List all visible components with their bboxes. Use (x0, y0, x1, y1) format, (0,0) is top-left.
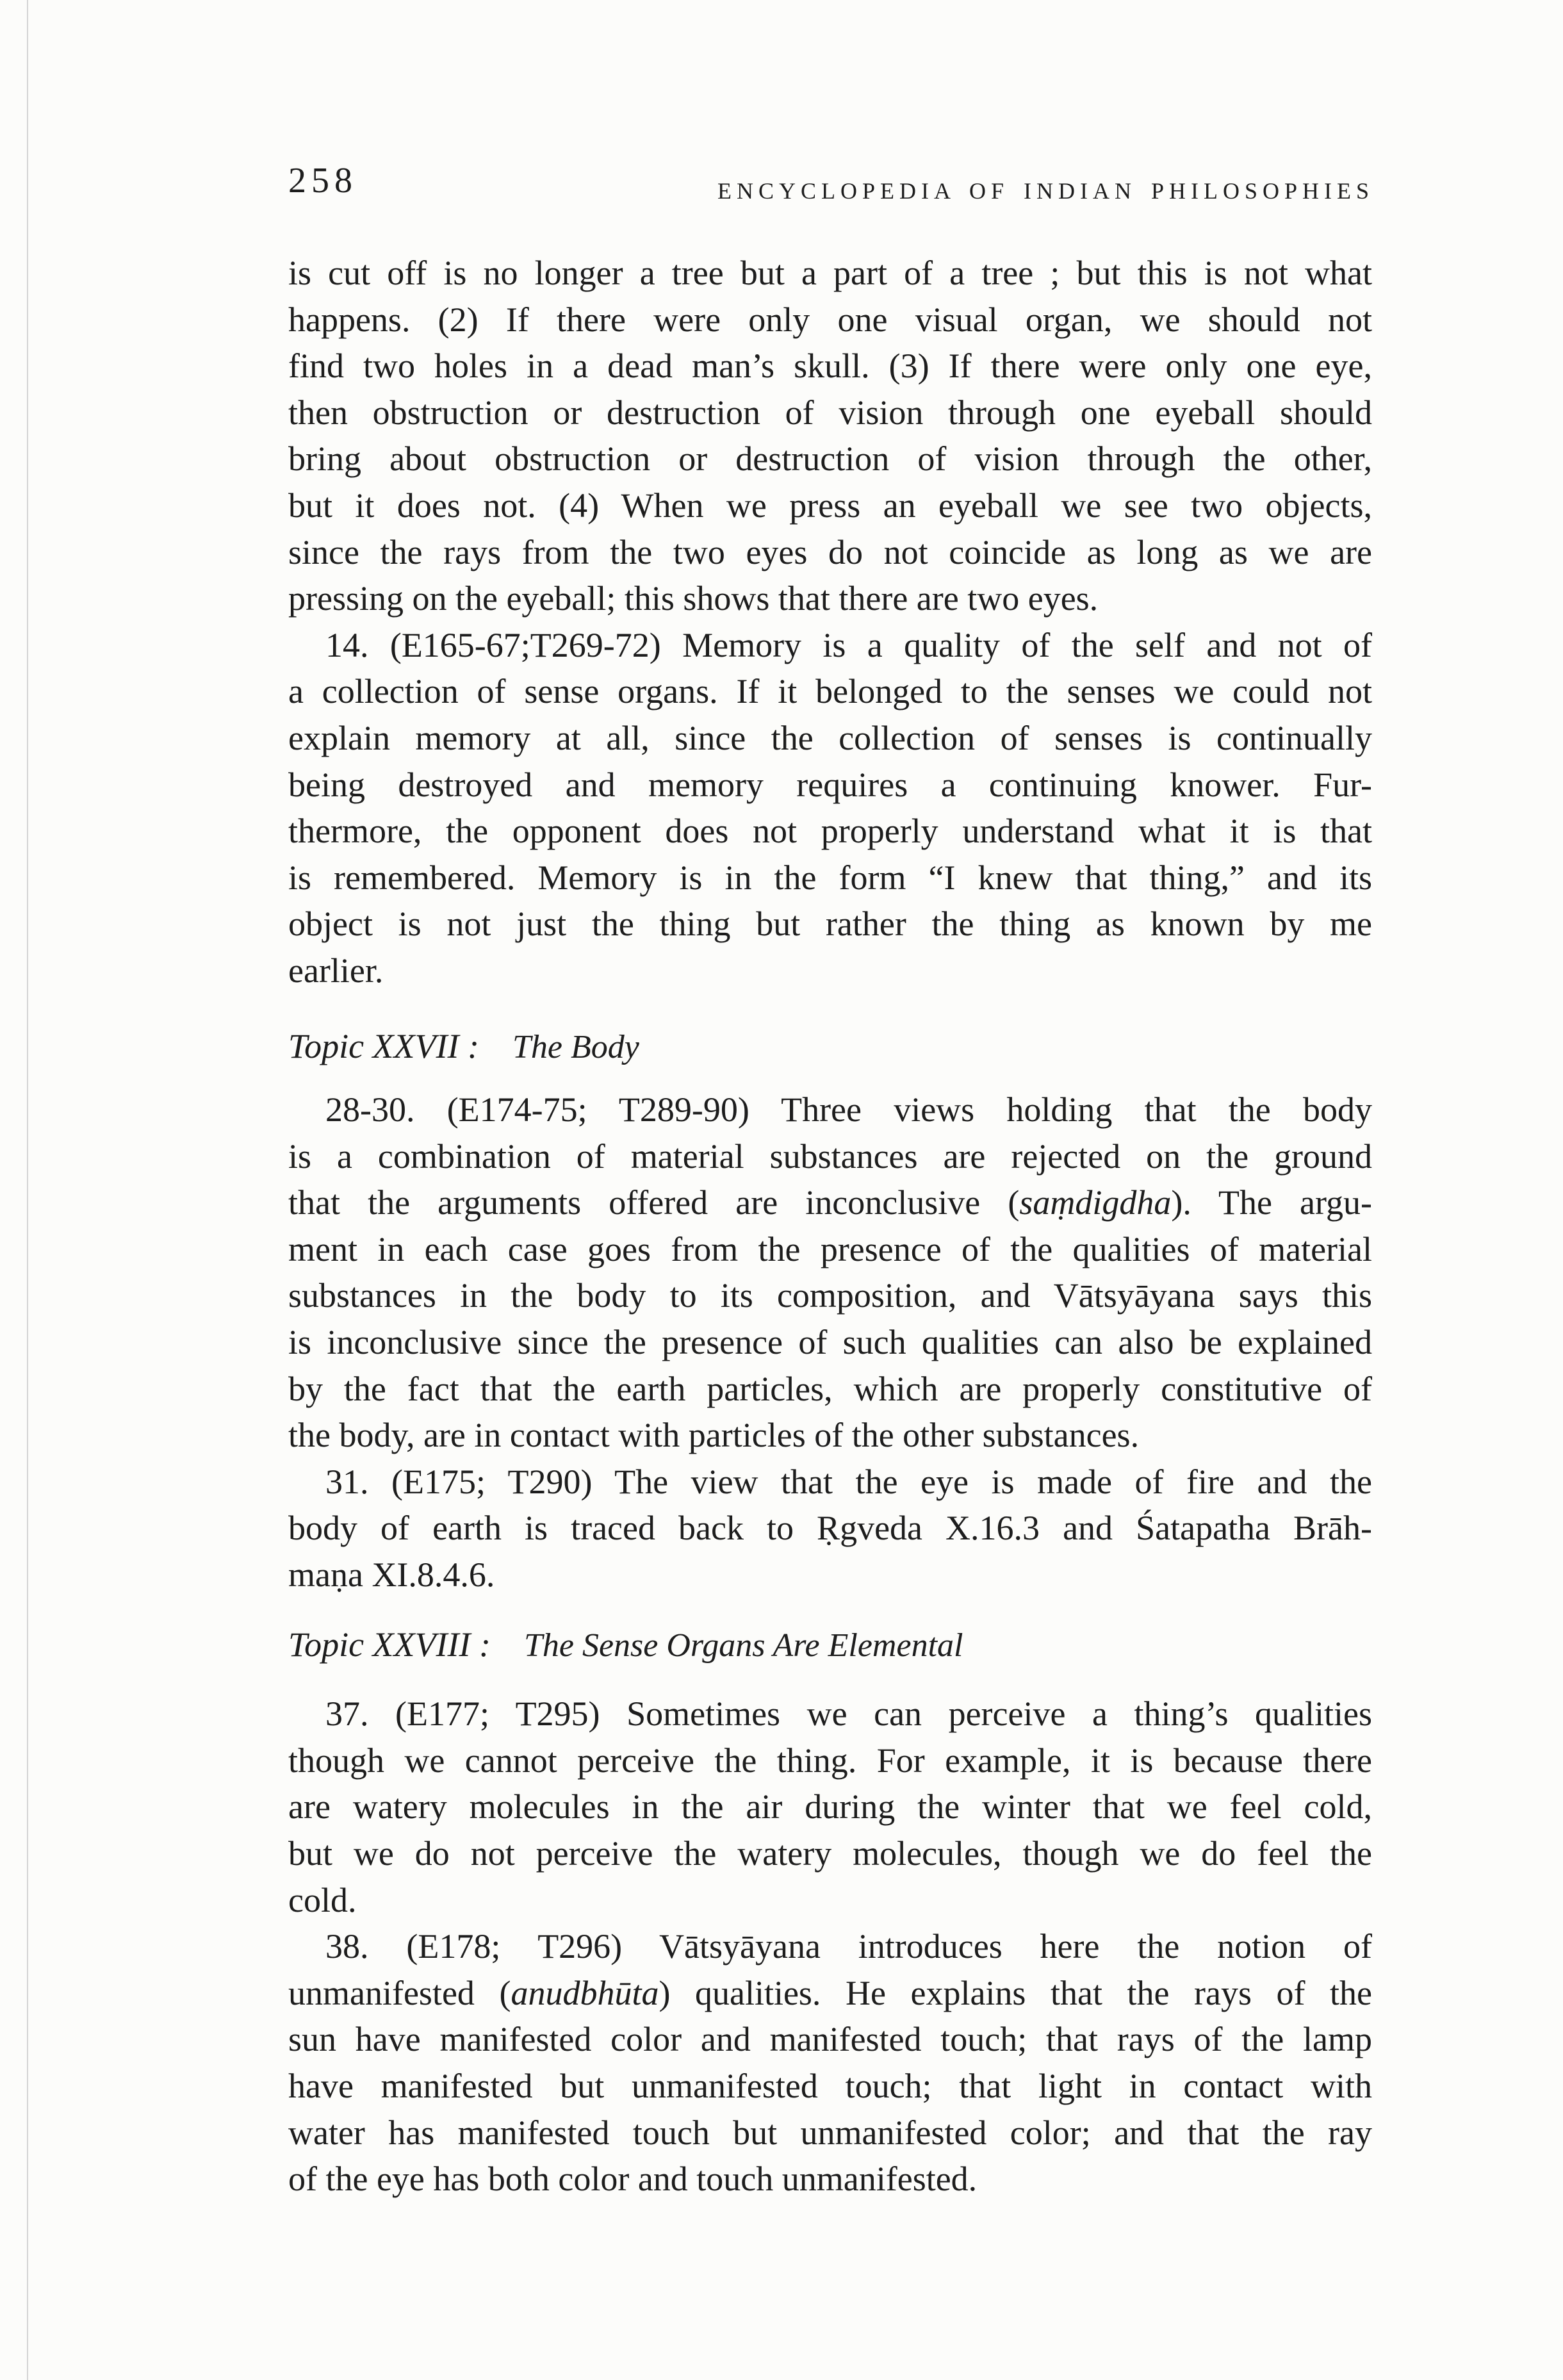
paragraph (288, 1459, 1372, 1598)
topic-heading (288, 1621, 1372, 1668)
text-line: though we cannot perceive the thing. For example, it is because there (288, 1741, 1372, 1780)
paragraph (288, 250, 1372, 622)
text-line: by the fact that the earth particles, which are properly constitutive of (288, 1369, 1372, 1408)
topic-label: Topic XXVIII : (288, 1625, 491, 1664)
text-line: maṇa XI.8.4.6. (288, 1555, 495, 1595)
text-line: since the rays from the two eyes do not coincide as long as we are (288, 532, 1372, 571)
text-line: water has manifested touch but unmanifested color; and that the ray (288, 2113, 1372, 2152)
text-line: is remembered. Memory is in the form “I knew that thing,” and its (288, 858, 1372, 897)
text-line: 37. (E177; T295) Sometimes we can perceive a thing’s qualities (325, 1695, 1372, 1734)
text-line: sun have manifested color and manifested touch; that rays of the lamp (288, 2020, 1372, 2059)
paragraph (288, 1691, 1372, 1923)
italic-term: anudbhūta (511, 1973, 659, 2012)
text-line: find two holes in a dead man’s skull. (3) If there were only one eye, (288, 347, 1372, 386)
text-line: the body, are in contact with particles of the other substances. (288, 1416, 1140, 1455)
text-line: ment in each case goes from the presence of the qualities of material (288, 1229, 1372, 1268)
paragraph (288, 1923, 1372, 2203)
topic-title: The Body (512, 1028, 639, 1065)
italic-term: saṃdigdha (1019, 1183, 1172, 1222)
text-line: cold. (288, 1880, 357, 1919)
page-number: 258 (288, 161, 357, 201)
text-line: is a combination of material substances are rejected on the ground (288, 1137, 1372, 1176)
text-line: earlier. (288, 951, 384, 990)
text-line: are watery molecules in the air during the winter that we feel cold, (288, 1787, 1372, 1826)
text-line: is inconclusive since the presence of such qualities can also be explained (288, 1323, 1372, 1362)
text-segment: that the arguments offered are inconclusive ( (288, 1183, 1020, 1222)
text-line: explain memory at all, since the collection of senses is continually (288, 718, 1372, 757)
text-line: 14. (E165-67;T269-72) Memory is a quality of the self and not of (325, 625, 1372, 664)
text-line: pressing on the eyeball; this shows that there are two eyes. (288, 579, 1099, 618)
body-text (288, 250, 1372, 2203)
text-line: but we do not perceive the watery molecules, though we do feel the (288, 1834, 1372, 1873)
topic-heading (288, 1023, 1372, 1070)
binding-edge-line (27, 0, 28, 2380)
text-line: then obstruction or destruction of vision through one eyeball should (288, 393, 1372, 432)
text-line: 28-30. (E174-75; T289-90) Three views holding that the body (325, 1090, 1372, 1129)
running-head: ENCYCLOPEDIA OF INDIAN PHILOSOPHIES (717, 178, 1374, 204)
text-line: 38. (E178; T296) Vātsyāyana introduces here the notion of (325, 1927, 1372, 1966)
text-line: thermore, the opponent does not properly understand what it is that (288, 812, 1372, 851)
text-segment: ) qualities. He explains that the rays of the (659, 1973, 1372, 2012)
text-line (288, 1970, 1372, 2017)
paragraph (288, 622, 1372, 994)
text-line: of the eye has both color and touch unmanifested. (288, 2160, 978, 2199)
text-line: a collection of sense organs. If it belonged to the senses we could not (288, 672, 1372, 711)
text-line: body of earth is traced back to Ṛgveda X.16.3 and Śatapatha Brāh- (288, 1509, 1372, 1548)
text-line: being destroyed and memory requires a continuing knower. Fur- (288, 765, 1372, 804)
text-line: have manifested but unmanifested touch; that light in contact with (288, 2066, 1372, 2105)
topic-label: Topic XXVII : (288, 1026, 479, 1065)
text-line (288, 1179, 1372, 1226)
text-line: happens. (2) If there were only one visual organ, we should not (288, 300, 1372, 339)
topic-title: The Sense Organs Are Elemental (523, 1627, 963, 1664)
text-line: 31. (E175; T290) The view that the eye is made of fire and the (325, 1462, 1372, 1501)
text-line: object is not just the thing but rather the thing as known by me (288, 905, 1372, 944)
text-line: but it does not. (4) When we press an eyeball we see two objects, (288, 486, 1372, 525)
text-line: bring about obstruction or destruction of vision through the other, (288, 439, 1372, 479)
text-line: is cut off is no longer a tree but a part of a tree ; but this is not what (288, 254, 1372, 292)
text-segment: ). The argu- (1171, 1183, 1372, 1222)
text-segment: unmanifested ( (288, 1973, 511, 2012)
text-line: substances in the body to its composition, and Vātsyāyana says this (288, 1276, 1372, 1315)
paragraph (288, 1087, 1372, 1459)
